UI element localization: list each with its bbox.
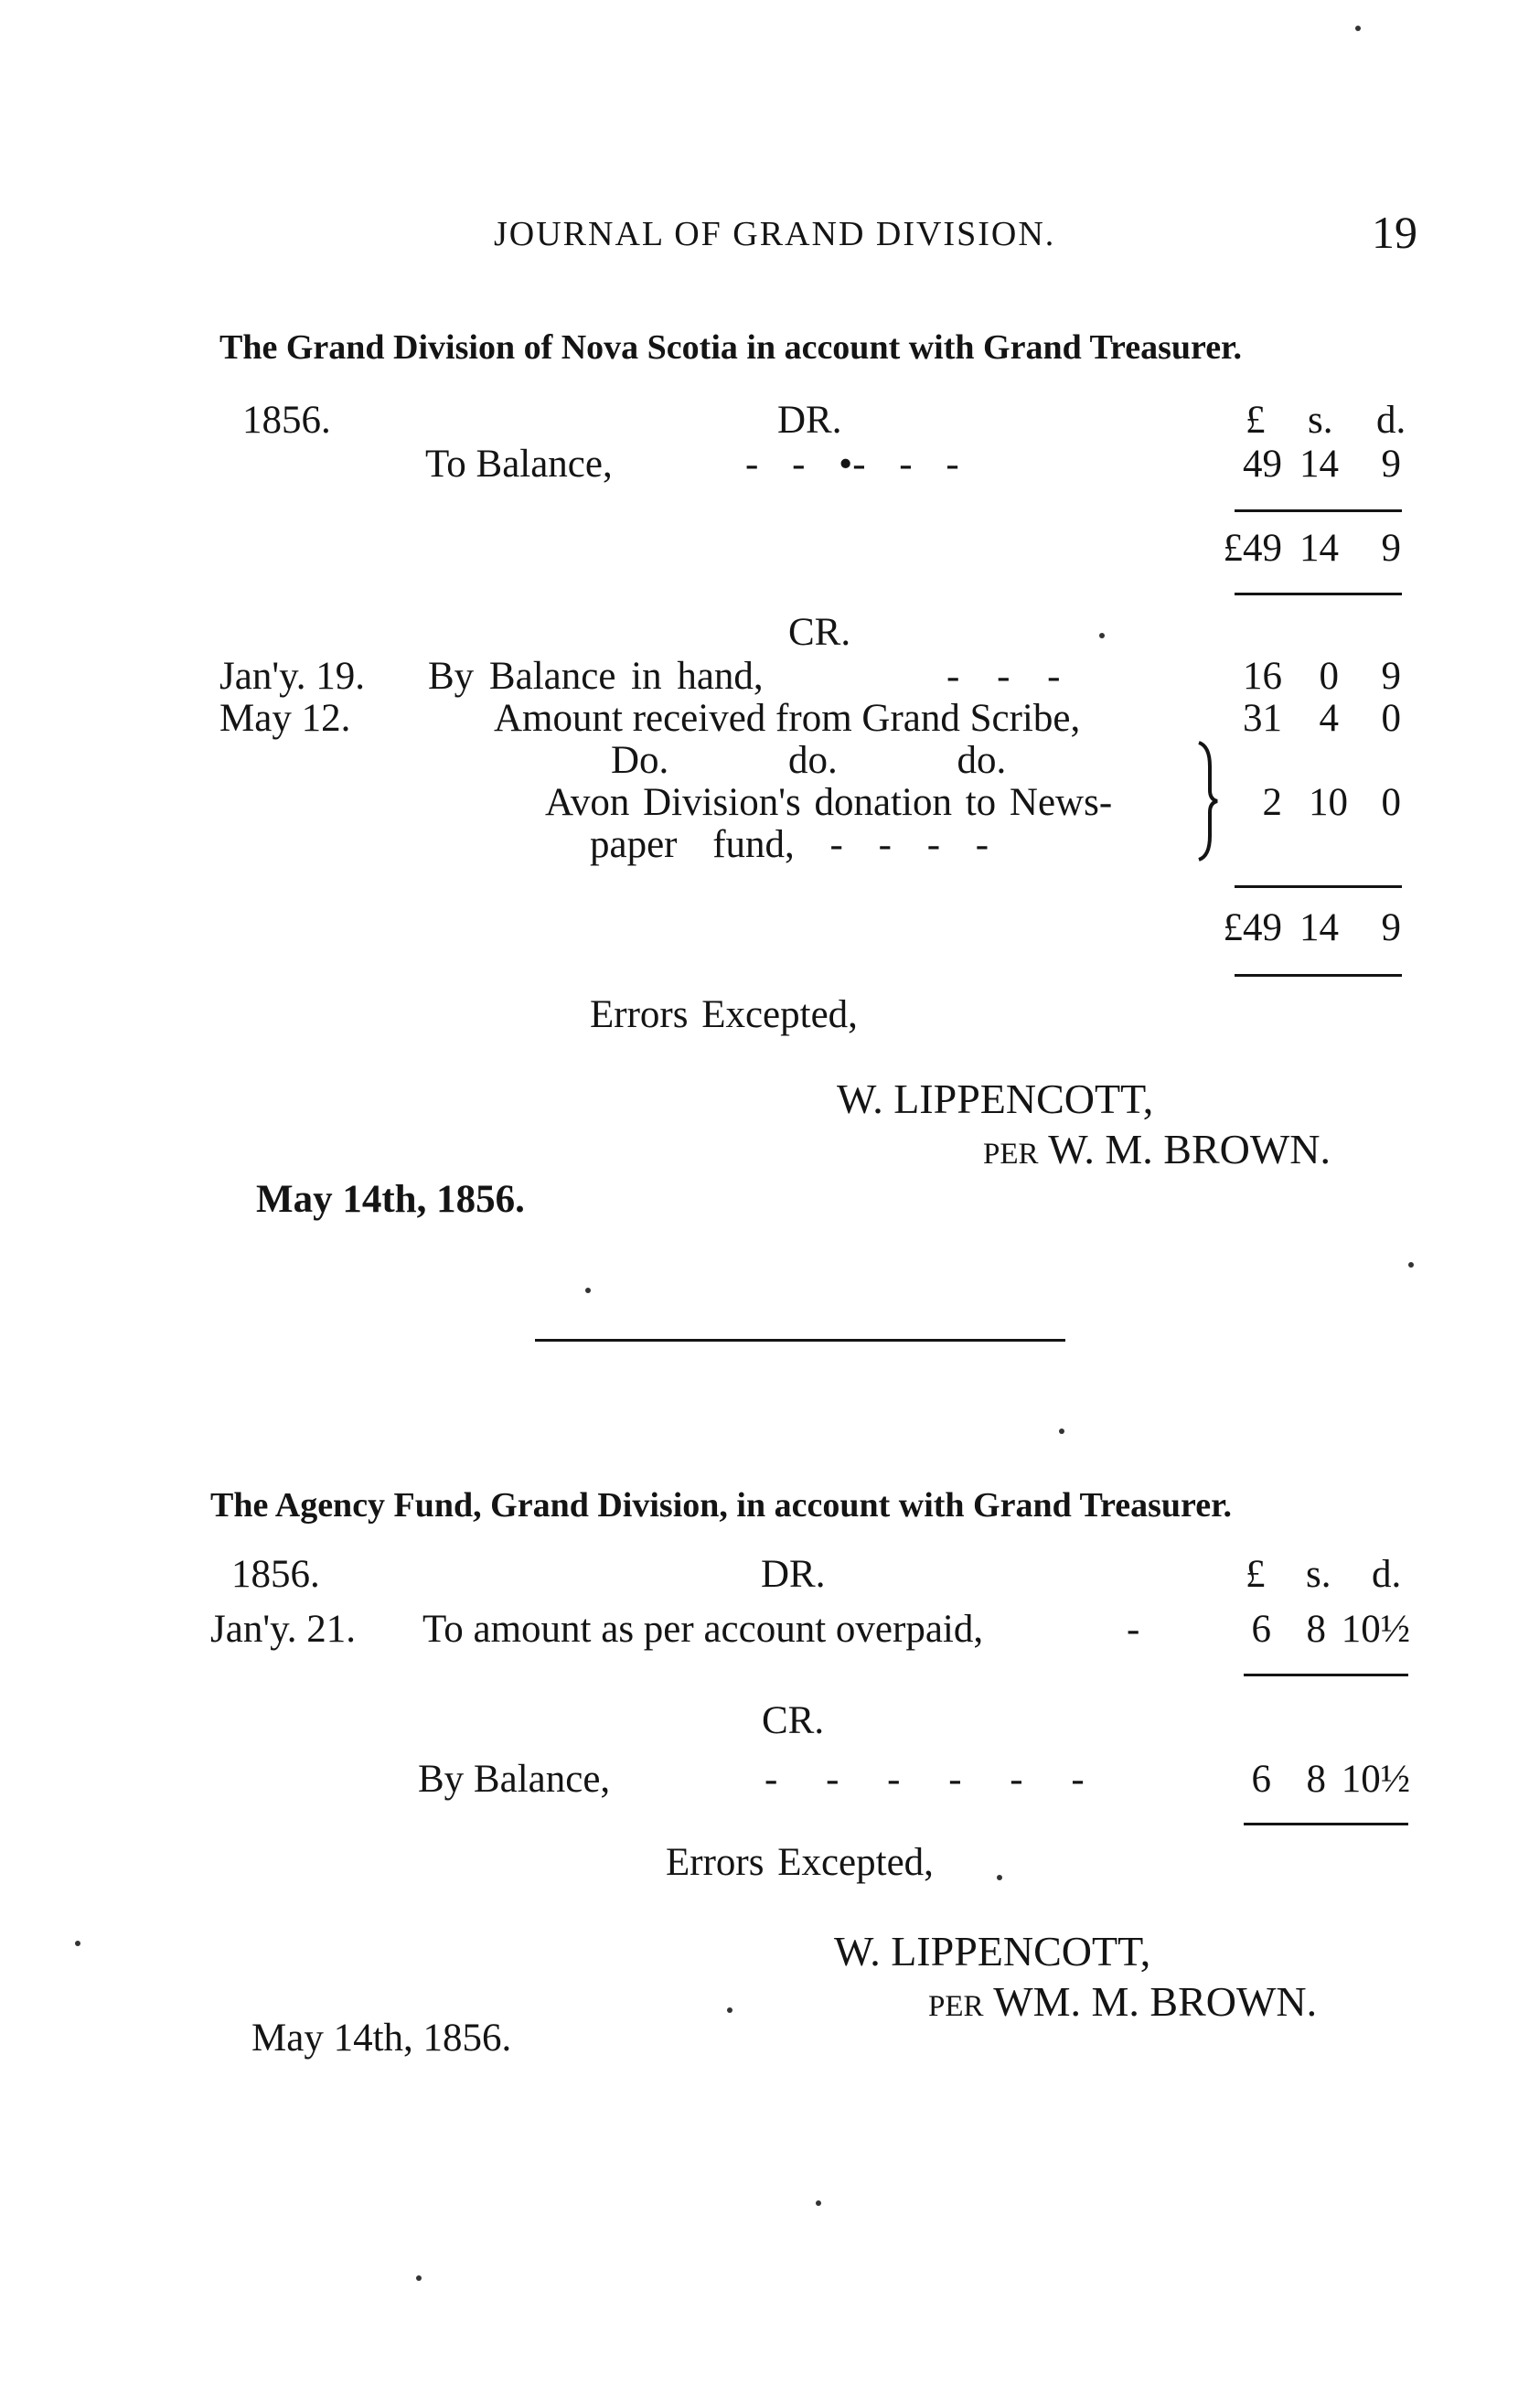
account-year: 1856. [242, 399, 331, 442]
dr-label: DR. [777, 399, 842, 442]
cr-label: CR. [762, 1699, 825, 1742]
per-name: W. M. BROWN. [1048, 1126, 1331, 1172]
total-shillings: 14 [1299, 527, 1339, 570]
signer-per [983, 1125, 1331, 1173]
amount-pounds: 16 [1243, 655, 1282, 698]
account-caption: The Grand Division of Nova Scotia in account with Grand Treasurer. [219, 328, 1242, 367]
amount-shillings: 4 [1319, 697, 1339, 740]
signer-name: W. LIPPENCOTT, [837, 1076, 1154, 1122]
total-pence: 9 [1381, 906, 1401, 949]
per-prefix: PER [983, 1138, 1039, 1171]
total-rule [1235, 593, 1402, 595]
ledger-entry-text: By Balance in hand, [428, 655, 764, 698]
amount-pence: 9 [1381, 655, 1401, 698]
amount-shillings: 10 [1309, 781, 1348, 824]
amount-shillings: 14 [1299, 443, 1339, 486]
col-shillings-header: s. [1308, 399, 1333, 442]
ledger-entry-text: Avon Division's donation to News- [545, 781, 1113, 824]
ledger-entry-text: By Balance, [418, 1758, 611, 1801]
ledger-leaders: - - - - - - [764, 1758, 1085, 1801]
ledger-date: May 12. [219, 697, 351, 740]
col-shillings-header: s. [1306, 1553, 1331, 1596]
dr-label: DR. [761, 1553, 826, 1596]
print-speck [1059, 1429, 1064, 1434]
date-signed: May 14th, 1856. [251, 2017, 512, 2060]
amount-shillings: 8 [1306, 1608, 1326, 1651]
amount-shillings: 8 [1306, 1758, 1326, 1801]
sum-rule [1235, 509, 1402, 512]
print-speck [1099, 633, 1105, 638]
total-rule [1244, 1823, 1408, 1825]
errors-excepted: Errors Excepted, [666, 1841, 934, 1884]
running-title: JOURNAL OF GRAND DIVISION. [494, 215, 1056, 253]
signer-per [928, 1977, 1317, 2026]
total-pounds: £49 [1223, 527, 1282, 570]
per-name: WM. M. BROWN. [993, 1978, 1318, 2025]
ledger-leaders: - - - [946, 655, 1061, 698]
ledger-leaders: - [1127, 1608, 1140, 1651]
ledger-entry-text: Amount received from Grand Scribe, [494, 697, 1081, 740]
print-speck [816, 2200, 821, 2206]
account-caption: The Agency Fund, Grand Division, in account with Grand Treasurer. [210, 1486, 1232, 1525]
ledger-entry-text: To Balance, [425, 443, 613, 486]
col-pounds-header: £ [1246, 1553, 1266, 1596]
total-pence: 9 [1381, 527, 1401, 570]
section-divider [535, 1339, 1065, 1342]
col-pence-header: d. [1376, 399, 1406, 442]
total-rule [1244, 1674, 1408, 1676]
total-shillings: 14 [1299, 906, 1339, 949]
brace-icon [1193, 739, 1221, 868]
per-prefix: PER [928, 1990, 984, 2023]
errors-excepted: Errors Excepted, [590, 993, 858, 1036]
print-speck [1408, 1262, 1414, 1268]
ledger-entry-text: paper fund, - - - - [590, 823, 989, 866]
ledger-leaders: - - •- - - [745, 443, 959, 486]
cr-label: CR. [788, 611, 851, 654]
ledger-entry-text: To amount as per account overpaid, [422, 1608, 984, 1651]
amount-pence: 0 [1381, 781, 1401, 824]
print-speck [997, 1875, 1002, 1880]
amount-pounds: 6 [1251, 1608, 1271, 1651]
col-pence-header: d. [1372, 1553, 1402, 1596]
page-number: 19 [1372, 207, 1417, 258]
signer-name: W. LIPPENCOTT, [834, 1928, 1151, 1975]
print-speck [416, 2275, 422, 2281]
sum-rule [1235, 885, 1402, 888]
ledger-date: Jan'y. 19. [219, 655, 366, 698]
print-speck [75, 1941, 80, 1946]
print-speck [1355, 26, 1361, 31]
col-pounds-header: £ [1246, 399, 1266, 442]
print-speck [585, 1288, 591, 1293]
amount-pounds: 2 [1262, 781, 1282, 824]
total-pounds: £49 [1223, 906, 1282, 949]
total-rule [1235, 974, 1402, 977]
amount-pounds: 6 [1251, 1758, 1271, 1801]
amount-pounds: 49 [1243, 443, 1282, 486]
ledger-entry-text: Do. do. do. [611, 739, 1007, 782]
amount-pence: 10½ [1341, 1758, 1410, 1801]
amount-pence: 10½ [1341, 1608, 1410, 1651]
amount-shillings: 0 [1319, 655, 1339, 698]
account-year: 1856. [231, 1553, 320, 1596]
date-signed: May 14th, 1856. [256, 1178, 525, 1221]
amount-pounds: 31 [1243, 697, 1282, 740]
amount-pence: 0 [1381, 697, 1401, 740]
print-speck [727, 2007, 732, 2013]
amount-pence: 9 [1381, 443, 1401, 486]
ledger-date: Jan'y. 21. [210, 1608, 357, 1651]
